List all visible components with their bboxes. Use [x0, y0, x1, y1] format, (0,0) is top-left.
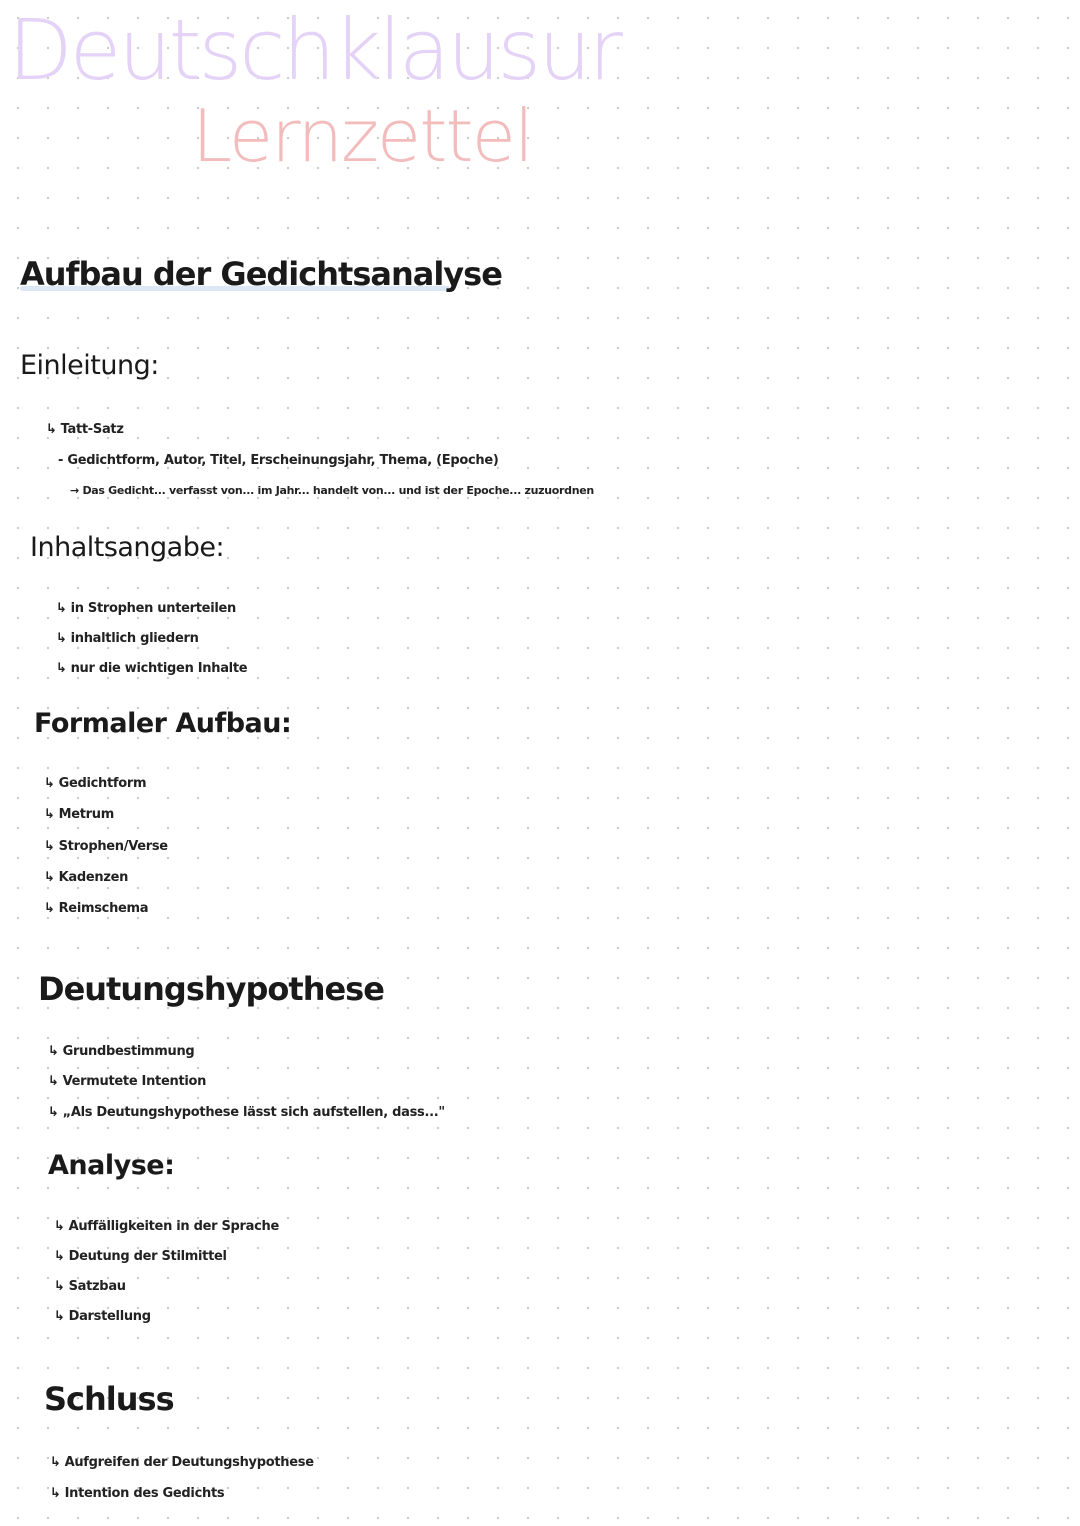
list-item: ↳ inhaltlich gliedern — [56, 631, 199, 646]
arrow-icon: ↳ — [54, 1309, 65, 1324]
arrow-icon: ↳ — [50, 1486, 61, 1501]
list-item: ↳ Vermutete Intention — [48, 1074, 207, 1089]
list-item: ↳ in Strophen unterteilen — [56, 601, 236, 616]
arrow-icon: ↳ — [56, 661, 67, 676]
einleitung-example: → Das Gedicht... verfasst von... im Jahr... handelt von... und ist der Epoche... zuzuordnen — [70, 484, 594, 497]
arrow-icon: ↳ — [56, 631, 67, 646]
list-item: ↳ Aufgreifen der Deutungshypothese — [50, 1455, 314, 1470]
arrow-icon: ↳ — [44, 807, 55, 822]
arrow-icon: ↳ — [44, 870, 55, 885]
main-heading: Aufbau der Gedichtsanalyse — [20, 255, 502, 293]
list-item: ↳ Reimschema — [44, 901, 149, 916]
list-item: ↳ Intention des Gedichts — [50, 1486, 225, 1501]
arrow-icon: ↳ — [54, 1249, 65, 1264]
page-title: Deutschklausur — [8, 1, 620, 99]
section-heading-formaler-aufbau: Formaler Aufbau: — [34, 708, 292, 739]
arrow-icon: ↳ — [54, 1219, 65, 1234]
arrow-icon: ↳ — [46, 422, 57, 437]
list-item: ↳ Deutung der Stilmittel — [54, 1249, 227, 1264]
list-item: ↳ Strophen/Verse — [44, 839, 168, 854]
section-heading-analyse: Analyse: — [48, 1150, 175, 1181]
arrow-icon: ↳ — [44, 776, 55, 791]
list-item: ↳ Grundbestimmung — [48, 1044, 195, 1059]
page-subtitle: Lernzettel — [192, 94, 532, 178]
arrow-icon: ↳ — [48, 1074, 59, 1089]
list-item: ↳ Gedichtform — [44, 776, 147, 791]
section-heading-einleitung: Einleitung: — [20, 350, 159, 381]
list-item: ↳ Kadenzen — [44, 870, 129, 885]
einleitung-detail: - Gedichtform, Autor, Titel, Erscheinungsjahr, Thema, (Epoche) — [58, 453, 499, 468]
arrow-icon: ↳ — [56, 601, 67, 616]
list-item: ↳ Auffälligkeiten in der Sprache — [54, 1219, 279, 1234]
list-item: ↳ Darstellung — [54, 1309, 151, 1324]
arrow-icon: ↳ — [48, 1105, 59, 1120]
arrow-icon: ↳ — [50, 1455, 61, 1470]
list-item: ↳ Satzbau — [54, 1279, 126, 1294]
section-heading-deutungshypothese: Deutungshypothese — [38, 970, 384, 1008]
arrow-icon: ↳ — [48, 1044, 59, 1059]
section-heading-inhaltsangabe: Inhaltsangabe: — [30, 532, 225, 563]
arrow-icon: ↳ — [54, 1279, 65, 1294]
list-item: ↳ Metrum — [44, 807, 114, 822]
arrow-icon: ↳ — [44, 901, 55, 916]
list-item: ↳ Tatt-Satz — [46, 422, 124, 437]
list-item: ↳ „Als Deutungshypothese lässt sich aufstellen, dass..." — [48, 1105, 445, 1120]
arrow-icon: ↳ — [44, 839, 55, 854]
list-item: ↳ nur die wichtigen Inhalte — [56, 661, 248, 676]
section-heading-schluss: Schluss — [44, 1380, 174, 1418]
